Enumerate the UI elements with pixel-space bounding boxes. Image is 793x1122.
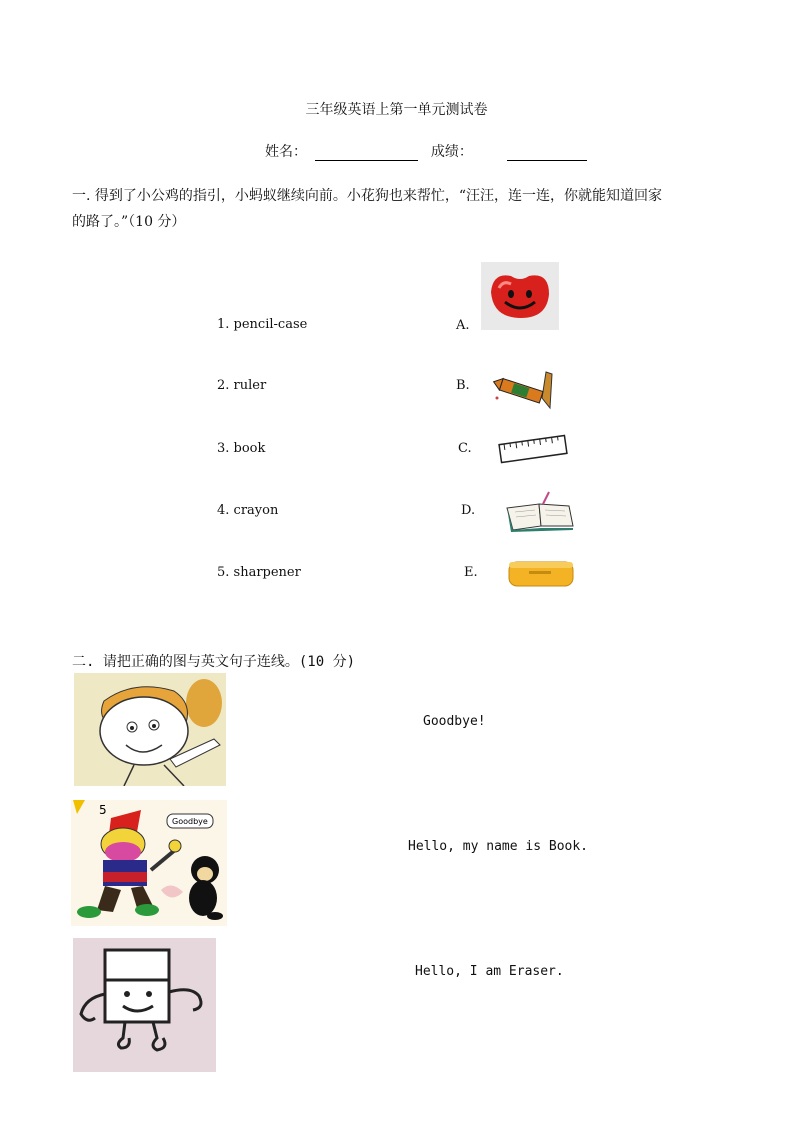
name-blank[interactable] [315,144,418,161]
item-sharpener[interactable]: 5. sharpener [217,565,301,580]
pencil-case-icon[interactable] [505,556,577,590]
score-blank[interactable] [507,144,587,161]
name-score-row [265,141,587,161]
red-eraser-face-icon[interactable] [481,262,559,330]
section2-instruction: 二. 请把正确的图与英文句子连线。(10 分) [72,654,355,670]
item-book[interactable]: 3. book [217,441,266,456]
option-c-label: C. [458,441,472,456]
crayon-icon[interactable] [490,368,560,414]
page-number-label: 5 [99,803,107,817]
name-label: 姓名： [265,144,307,160]
goodbye-scene-picture[interactable] [71,800,227,926]
score-label: 成绩： [430,144,473,160]
eraser-character-picture[interactable] [73,938,216,1072]
open-book-icon[interactable] [503,490,575,532]
section1-instruction: 一. 得到了小公鸡的指引，小蚂蚁继续向前。小花狗也来帮忙，“汪汪，连一连，你就能知道回家的路了。”（10 分） [72,188,663,230]
speech-bubble-text: Goodbye [172,817,208,826]
girl-cartoon-picture[interactable] [74,673,226,786]
item-pencil-case[interactable]: 1. pencil-case [217,317,308,332]
sentence-hello-book[interactable]: Hello, my name is Book. [408,839,589,854]
sentence-goodbye[interactable]: Goodbye! [423,714,486,729]
ruler-icon[interactable] [497,430,569,468]
option-d-label: D. [461,503,476,518]
item-ruler[interactable]: 2. ruler [217,378,267,393]
option-e-label: E. [464,565,478,580]
sentence-hello-eraser[interactable]: Hello, I am Eraser. [415,964,564,979]
item-crayon[interactable]: 4. crayon [217,503,279,518]
option-b-label: B. [456,378,470,393]
option-a-label: A. [456,318,470,333]
page-title: 三年级英语上第一单元测试卷 [305,102,488,118]
